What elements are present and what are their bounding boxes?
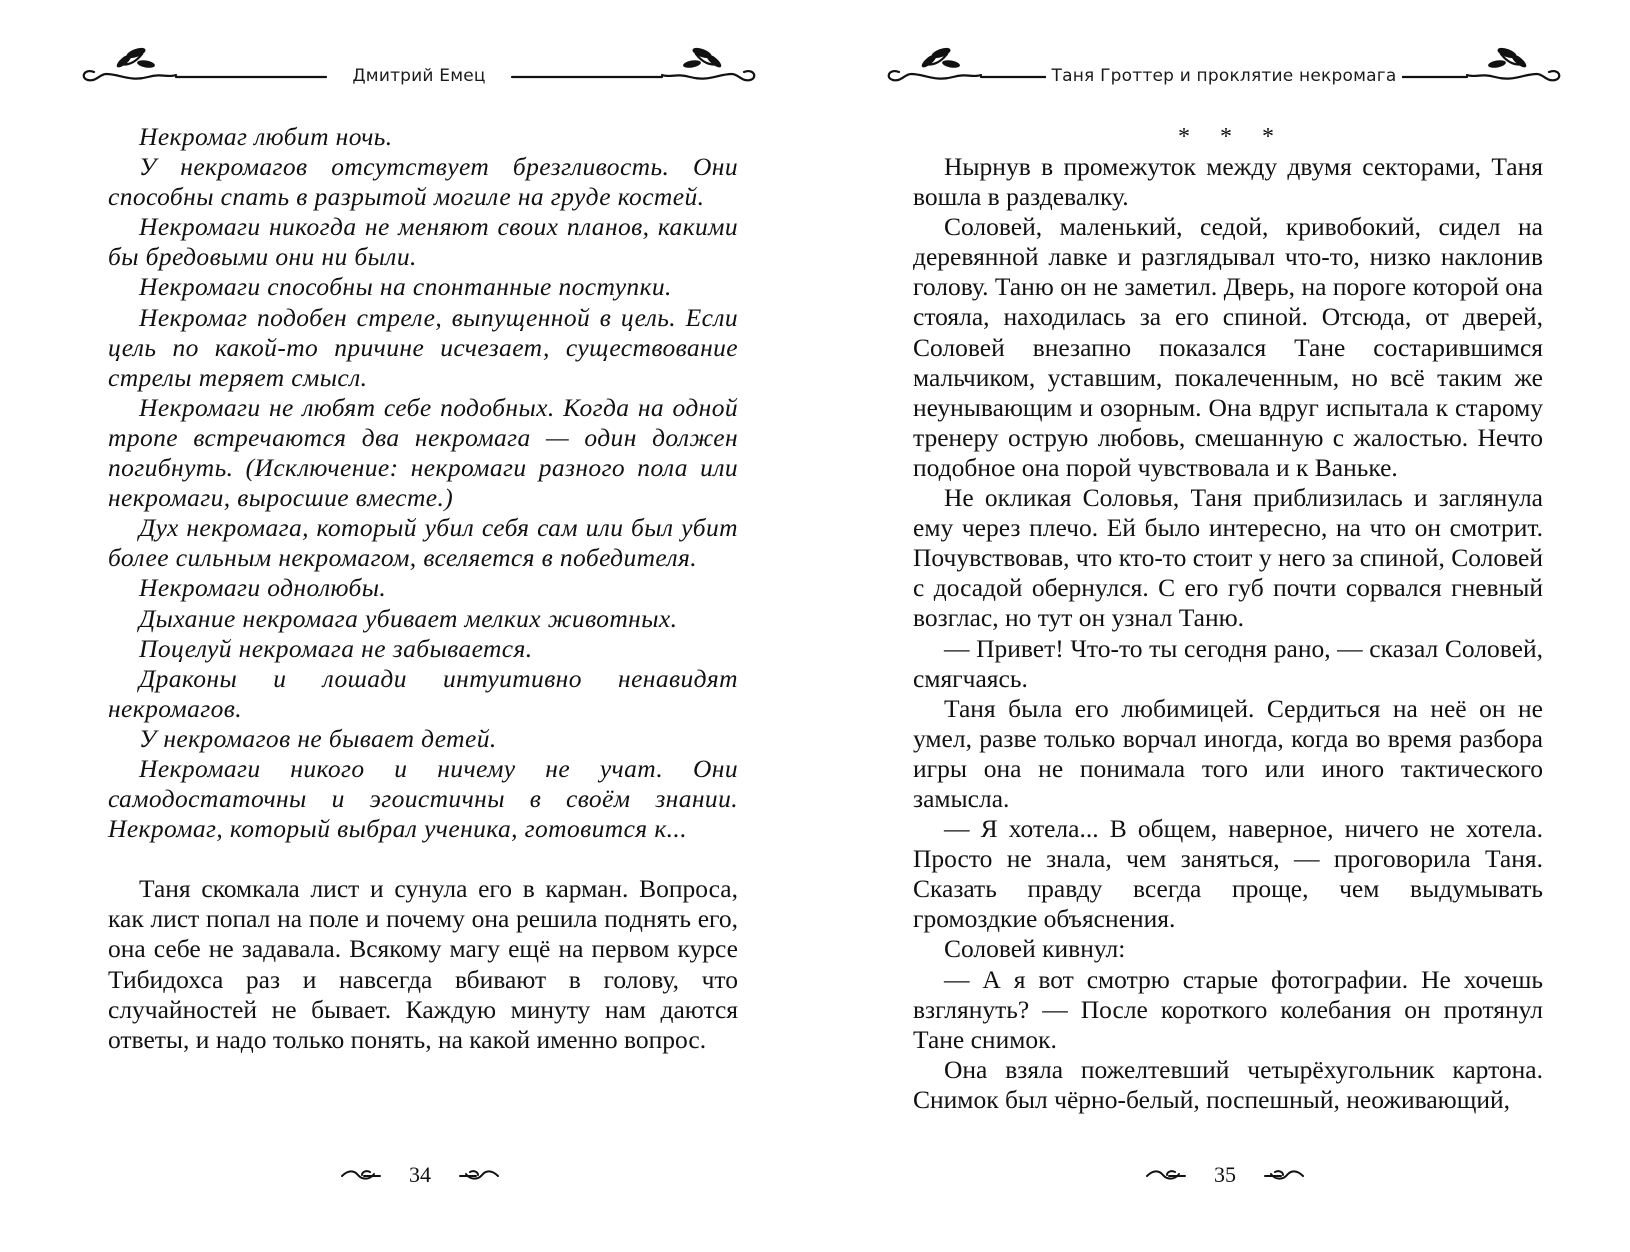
paragraph: Некромаги никогда не меняют своих планов, какими бы бредовыми они ни были. [108,212,738,272]
running-head-author: Дмитрий Емец [346,66,491,86]
paragraph: Соловей, маленький, седой, кривобокий, сидел на деревянной лавке и разглядывал что-то, низко наклонив голову. Таню он не заметил. Дверь, на пороге которой она стояла, находилась за его спиной. Отсюда, от дверей, Соловей внезапно показался Тане состарившимся мальчиком, уставшим, покалеченным, но всё таким же неунывающим и озорным. Она вдруг испытала к старому тренеру острую любовь, смешанную с жалостью. Нечто подобное она порой чувствовала и к Ваньке. [913,212,1543,482]
page-number: 34 [409,1162,431,1187]
paragraph: Поцелуй некромага не забывается. [139,633,533,663]
paragraph: Она взяла пожелтевший четырёхугольник картона. Снимок был чёрно-белый, поспешный, неоживающий, [913,1054,1543,1114]
paragraph: Некромаг любит ночь. [139,122,393,151]
paragraph: Некромаги однолюбы. [139,573,387,603]
folio-ornament-right [1263,1166,1305,1186]
paragraph: Таня скомкала лист и сунула его в карман. Вопроса, как лист попал на поле и почему она решила поднять его, она себе не задавала. Всякому магу ещё на первом курсе Тибидохса раз и навсегда вбивают в голову, что случайностей не бывает. Каждую минуту нам даются ответы, и надо только понять, на какой именно вопрос. [108,874,738,1054]
running-head-book-title: Таня Гроттер и проклятие некромага [1046,66,1403,86]
page-number: 35 [1214,1162,1236,1187]
paragraph: Соловей кивнул: [944,934,1126,964]
paragraph: — Привет! Что-то ты сегодня рано, — сказал Соловей, смягчаясь. [913,633,1543,693]
folio-ornament-right [458,1166,500,1186]
left-running-head [76,44,762,94]
paragraph: У некромагов не бывает детей. [139,723,497,753]
paragraph: Дух некромага, который убил себя сам или был убит более сильным некромагом, вселяется в победителя. [108,513,738,573]
paragraph: Не окликая Соловья, Таня приблизилась и заглянула ему через плечо. Ей было интересно, на что он смотрит. Почувствовав, что кто-то стоит у него за спиной, Соловей с досадой обернулся. С его губ почти сорвался гневный возглас, но тут он узнал Таню. [913,483,1543,633]
right-page-text [913,122,1543,1115]
left-page-text [108,122,738,1055]
paragraph: Нырнув в промежуток между двумя секторами, Таня вошла в раздевалку. [913,152,1543,212]
paragraph: Некромаги способны на спонтанные поступки. [139,272,672,302]
right-page [815,0,1630,1252]
paragraph: — Я хотела... В общем, наверное, ничего не хотела. Просто не знала, чем заняться, — проговорила Таня. Сказать правду всегда проще, чем выдумывать громоздкие объяснения. [913,814,1543,934]
paragraph: Некромаги не любят себе подобных. Когда на одной тропе встречаются два некромага — один должен погибнуть. (Исключение: некромаги разного пола или некромаги, выросшие вместе.) [108,392,738,513]
paragraph: Драконы и лошади интуитивно ненавидят некромагов. [108,663,738,723]
paragraph: — А я вот смотрю старые фотографии. Не хочешь взглянуть? — После короткого колебания он протянул Тане снимок. [913,964,1543,1054]
left-folio [340,1160,500,1192]
right-folio [1145,1160,1305,1192]
paragraph: Дыхание некромага убивает мелких животных. [139,603,678,633]
paragraph: Некромаг подобен стреле, выпущенной в цель. Если цель по какой-то причине исчезает, существование стрелы теряет смысл. [108,302,738,392]
right-running-head [881,44,1567,94]
paragraph: Некромаги никого и ничему не учат. Они самодостаточны и эгоистичны в своём знании. Некромаг, который выбрал ученика, готовится к... [108,753,738,844]
section-break: * * * [1178,124,1286,150]
paragraph: У некромагов отсутствует брезгливость. Они способны спать в разрытой могиле на груде костей. [108,152,738,212]
paragraph: Таня была его любимицей. Сердиться на неё он не умел, разве только ворчал иногда, когда во время разбора игры она не понимала того или иного тактического замысла. [913,693,1543,813]
